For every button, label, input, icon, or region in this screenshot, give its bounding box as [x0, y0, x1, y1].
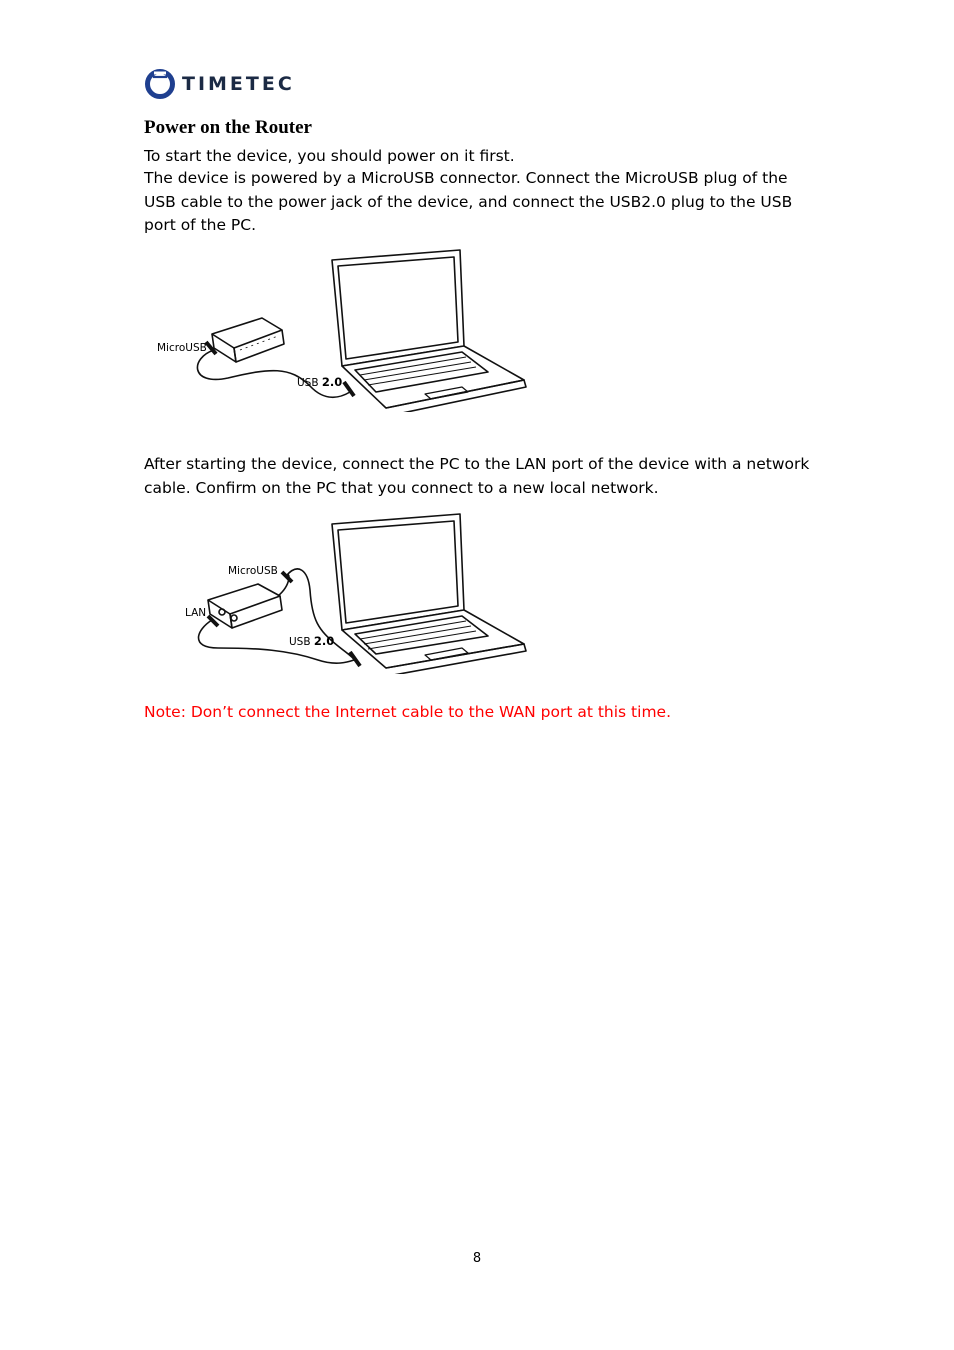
microusb-label: MicroUSB	[228, 565, 278, 577]
power-instructions-paragraph: The device is powered by a MicroUSB connector. Connect the MicroUSB plug of the USB cable to the power jack of the device, and connect the USB2.0 plug to the USB port of the PC.	[144, 169, 793, 234]
usb-version-label: 2.0	[321, 375, 343, 389]
usb-label	[289, 634, 334, 648]
warning-note: Note: Don’t connect the Internet cable to the WAN port at this time.	[144, 703, 672, 721]
page-number: 8	[472, 1251, 482, 1266]
timetec-logo-icon	[144, 68, 176, 100]
section-title: Power on the Router	[144, 117, 312, 138]
power-connection-illustration	[150, 246, 530, 412]
microusb-label: MicroUSB	[157, 342, 207, 354]
lan-connection-illustration	[178, 510, 530, 674]
logo-wordmark: TIMETEC	[182, 73, 295, 95]
lan-label: LAN	[185, 607, 207, 619]
timetec-logo	[144, 68, 295, 100]
intro-paragraph: To start the device, you should power on it first.	[144, 147, 515, 165]
usb-label	[297, 375, 342, 389]
usb-label-text: USB	[297, 377, 319, 389]
usb-label-text: USB	[289, 636, 311, 648]
usb-version-label: 2.0	[313, 634, 335, 648]
lan-instructions-paragraph: After starting the device, connect the PC to the LAN port of the device with a network cable. Confirm on the PC that you connect to a new local network.	[144, 455, 810, 497]
router-laptop-lan-drawing	[178, 510, 530, 674]
